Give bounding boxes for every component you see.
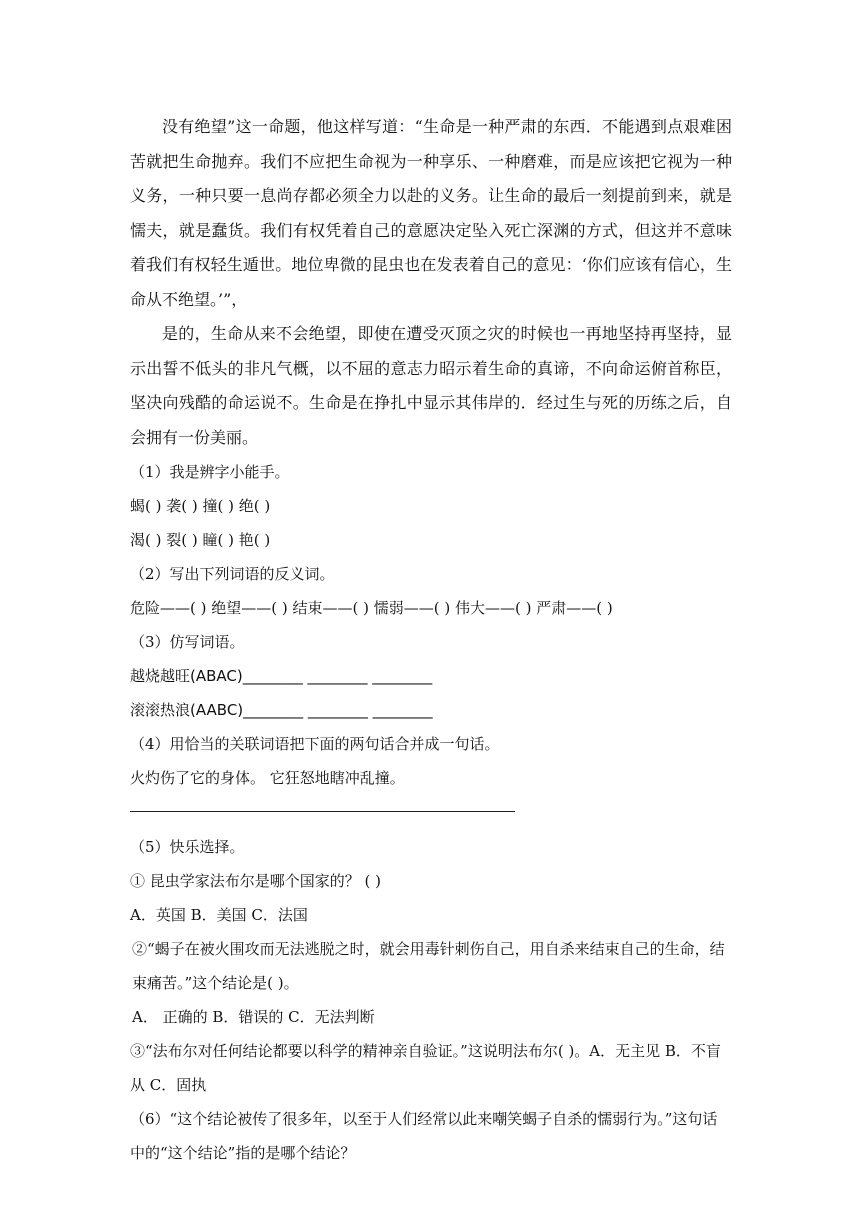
question-2-title: （2）写出下列词语的反义词。 <box>130 565 335 583</box>
question-2-row: 危险——( ) 绝望——( ) 结束——( ) 懦弱——( ) 伟大——( ) 严肃——( ) <box>130 599 613 617</box>
question-4-title: （4）用恰当的关联词语把下面的两句话合并成一句话。 <box>130 735 500 753</box>
question-1-title: （1）我是辨字小能手。 <box>130 463 290 481</box>
question-4-answer-line[interactable] <box>130 797 515 812</box>
question-6-title: （6）“这个结论被传了很多年，以至于人们经常以此来嘲笑蝎子自杀的懦弱行为。”这句话中的“这个结论”指的是哪个结论？ <box>130 1110 718 1162</box>
question-5-item-1-options: A．英国 B．美国 C．法国 <box>130 906 308 924</box>
question-5-item-1: ① 昆虫学家法布尔是哪个国家的？ ( ) <box>130 872 382 890</box>
question-4-sentences: 火灼伤了它的身体。 它狂怒地瞎冲乱撞。 <box>130 769 405 787</box>
question-3-row-2: 滚滚热浪(AABC)________ ________ ________ <box>130 701 433 719</box>
question-3-title: （3）仿写词语。 <box>130 633 245 651</box>
question-5-item-2-options: A． 正确的 B．错误的 C．无法判断 <box>132 1008 375 1026</box>
passage-paragraph-1: 没有绝望”这一命题，他这样写道：“生命是一种严肃的东西．不能遇到点艰难困苦就把生命抛弃。我们不应把生命视为一种享乐、一种磨难，而是应该把它视为一种义务，一种只要一息尚存都必须全力以赴的义务。让生命的最后一刻提前到来，就是懦夫，就是蠢货。我们有权凭着自己的意愿决定坠入死亡深渊的方式，但这并不意味着我们有权轻生遁世。地位卑微的昆虫也在发表着自己的意见：‘你们应该有信心，生命从不绝望。’”， <box>130 117 732 309</box>
question-5-item-3: ③“法布尔对任何结论都要以科学的精神亲自验证。”这说明法布尔( )。A．无主见 B．不盲从 C．固执 <box>130 1042 721 1094</box>
question-1-row-1: 蝎( ) 袭( ) 撞( ) 绝( ) <box>130 497 271 515</box>
question-5-item-2: ②“蝎子在被火围攻而无法逃脱之时，就会用毒针刺伤自己，用自杀来结束自己的生命，结束痛苦。”这个结论是( )。 <box>132 940 725 992</box>
question-5-title: （5）快乐选择。 <box>130 838 245 856</box>
passage-paragraph-2: 是的，生命从来不会绝望，即使在遭受灭顶之灾的时候也一再地坚持再坚持，显示出誓不低头的非凡气概，以不屈的意志力昭示着生命的真谛，不向命运俯首称臣，坚决向残酷的命运说不。生命是在挣扎中显示其伟岸的．经过生与死的历练之后，自会拥有一份美丽。 <box>130 324 732 447</box>
question-1-row-2: 渴( ) 裂( ) 瞳( ) 艳( ) <box>130 531 271 549</box>
question-3-row-1: 越烧越旺(ABAC)________ ________ ________ <box>130 667 433 685</box>
